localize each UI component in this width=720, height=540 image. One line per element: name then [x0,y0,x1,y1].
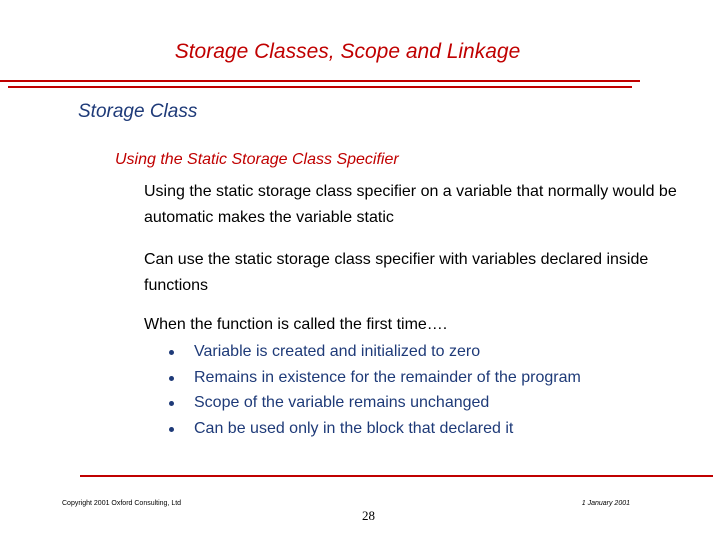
bullet-item [166,416,581,442]
page-number: 28 [362,508,375,523]
section-subheading: Using the Static Storage Class Specifier [115,151,399,168]
paragraph-1: Using the static storage class specifier on a variable that normally would be automatic makes the variable static [144,183,677,226]
paragraph-2: Can use the static storage class specifier with variables declared inside functions [144,251,649,294]
bullet-dot-icon [169,427,174,432]
bullet-text: Can be used only in the block that declared it [194,419,514,437]
bullet-item [166,339,581,365]
slide-title: Storage Classes, Scope and Linkage [174,40,521,63]
paragraph-3: When the function is called the first time…. [144,316,448,333]
title-rule-lower [8,86,632,88]
bullet-text: Remains in existence for the remainder of the program [194,368,581,386]
bullet-text: Variable is created and initialized to zero [194,343,481,360]
footer-date: 1 January 2001 [581,500,630,507]
section-heading: Storage Class [78,101,198,122]
footer-rule [80,475,713,477]
bullet-item [166,365,581,391]
bullet-list [166,339,581,441]
footer-copyright: Copyright 2001 Oxford Consulting, Ltd [62,500,182,507]
title-rule-upper [0,80,640,82]
bullet-dot-icon [169,376,174,381]
bullet-dot-icon [169,401,174,406]
bullet-item [166,390,581,416]
bullet-text: Scope of the variable remains unchanged [194,394,490,411]
bullet-dot-icon [169,350,174,355]
